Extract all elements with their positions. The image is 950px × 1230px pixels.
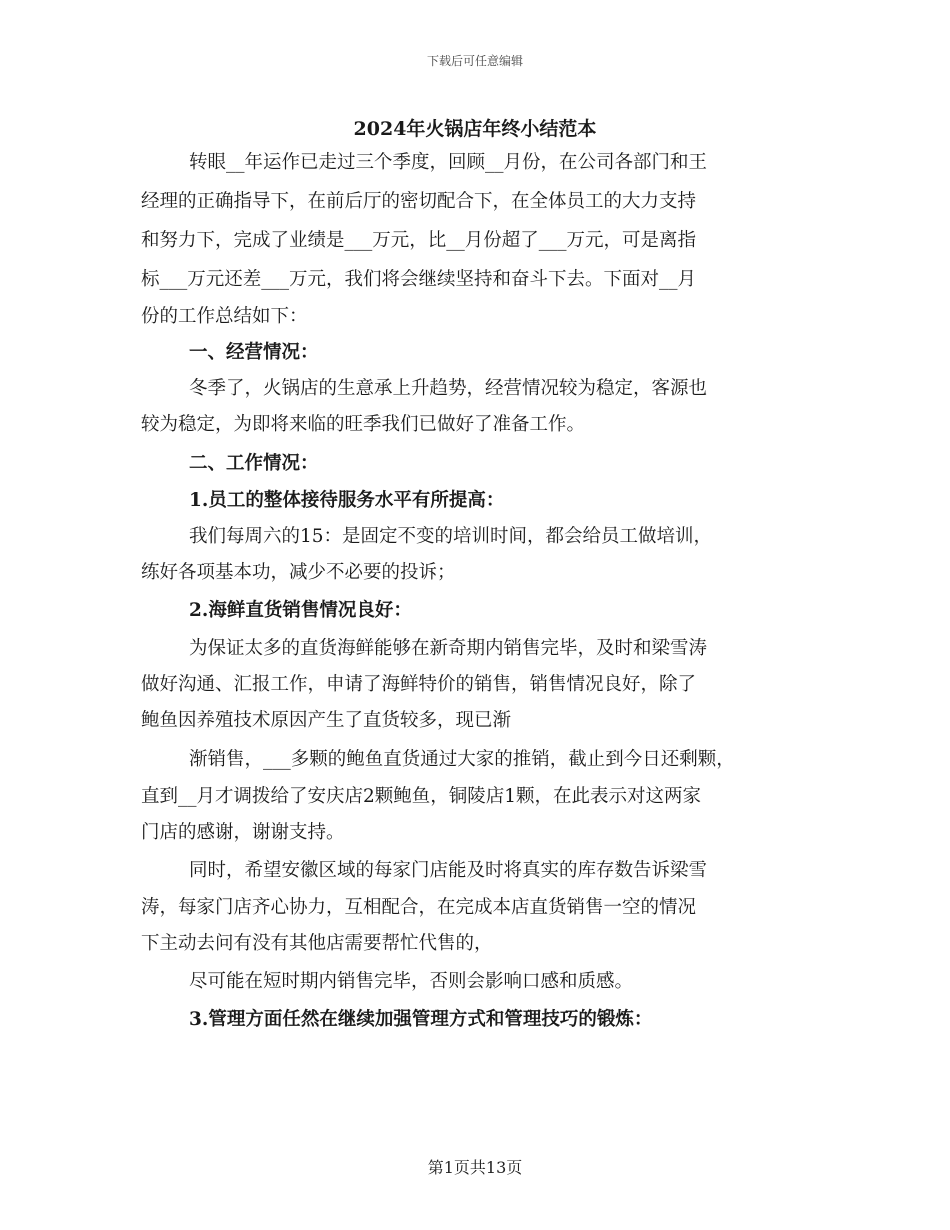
section-heading: 一、经营情况：: [189, 342, 319, 363]
subsection-heading: 1.员工的整体接待服务水平有所提高：: [189, 490, 505, 511]
paragraph-line: 转眼__年运作已走过三个季度，回顾__月份，在公司各部门和王: [189, 152, 708, 173]
paragraph-line: 练好各项基本功，减少不必要的投诉；: [141, 562, 456, 583]
paragraph-line: 鲍鱼因养殖技术原因产生了直货较多，现已渐: [141, 710, 512, 731]
paragraph-line: 份的工作总结如下：: [141, 306, 308, 327]
paragraph-line: 冬季了，火锅店的生意承上升趋势，经营情况较为稳定，客源也: [189, 378, 708, 399]
paragraph-line: 和努力下，完成了业绩是___万元，比__月份超了___万元，可是离指: [141, 230, 697, 251]
document-title: 2024年火锅店年终小结范本: [353, 118, 597, 140]
paragraph-line: 较为稳定，为即将来临的旺季我们已做好了准备工作。: [141, 414, 586, 435]
paragraph-line: 直到__月才调拨给了安庆店2颗鲍鱼，铜陵店1颗，在此表示对这两家: [141, 786, 702, 807]
paragraph-line: 涛，每家门店齐心协力，互相配合，在完成本店直货销售一空的情况: [141, 897, 697, 918]
paragraph-line: 下主动去问有没有其他店需要帮忙代售的，: [141, 933, 493, 954]
page-header-note: 下载后可任意编辑: [426, 54, 523, 68]
paragraph-line: 我们每周六的15：是固定不变的培训时间，都会给员工做培训，: [189, 526, 713, 547]
paragraph-line: 门店的感谢，谢谢支持。: [141, 822, 345, 843]
paragraph-line: 同时，希望安徽区域的每家门店能及时将真实的库存数告诉梁雪: [189, 860, 708, 881]
paragraph-line: 标___万元还差___万元，我们将会继续坚持和奋斗下去。下面对__月: [141, 269, 697, 290]
section-heading: 二、工作情况：: [189, 453, 319, 474]
page-number: 第1页共13页: [427, 1158, 523, 1177]
paragraph-line: 经理的正确指导下，在前后厅的密切配合下，在全体员工的大力支持: [141, 191, 697, 212]
paragraph-line: 尽可能在短时期内销售完毕，否则会影响口感和质感。: [189, 971, 634, 992]
subsection-heading: 2.海鲜直货销售情况良好：: [189, 600, 412, 621]
paragraph-line: 为保证太多的直货海鲜能够在新奇期内销售完毕，及时和梁雪涛: [189, 638, 708, 659]
paragraph-line: 做好沟通、汇报工作，申请了海鲜特价的销售，销售情况良好，除了: [141, 674, 697, 695]
subsection-heading: 3.管理方面任然在继续加强管理方式和管理技巧的锻炼：: [189, 1009, 653, 1030]
paragraph-line: 渐销售，___多颗的鲍鱼直货通过大家的推销，截止到今日还剩颗，: [189, 749, 735, 770]
